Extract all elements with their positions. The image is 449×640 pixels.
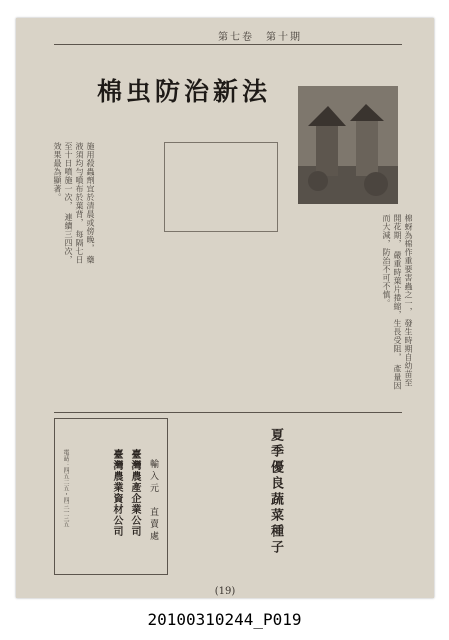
article-title: 棉虫防治新法 bbox=[96, 77, 271, 106]
image-caption: 20100310244_P019 bbox=[147, 610, 302, 629]
article-body-right bbox=[368, 214, 414, 394]
ad-company-1: 臺灣農產企業公司 bbox=[129, 449, 140, 537]
text-line: 施用殺蟲劑宜於清晨或傍晚， bbox=[86, 142, 95, 253]
header-divider bbox=[54, 44, 402, 45]
seed-ad-title: 夏季優良蔬菜種子 bbox=[268, 428, 283, 556]
page-header: 第七卷 第十期 bbox=[218, 32, 302, 43]
text-line: 每隔七日至十日噴施一次， bbox=[64, 142, 84, 265]
ad-notice: 輸入元 直賣處 bbox=[148, 459, 158, 543]
magazine-page bbox=[16, 18, 434, 598]
page-number: (19) bbox=[214, 586, 236, 597]
text-line: 嚴重時葉片捲縮，生長受阻， bbox=[393, 251, 402, 362]
ad-company-2: 臺灣農業資材公司 bbox=[111, 449, 122, 537]
advertisement-box bbox=[54, 418, 168, 575]
summary-box bbox=[164, 142, 278, 232]
text-line: 連續三四次，效果最為顯著。 bbox=[53, 142, 73, 265]
text-line: 產量因而大減，防治不可不慎。 bbox=[382, 214, 402, 391]
article-photo bbox=[298, 86, 398, 204]
text-line: 藥液須均勻噴布於葉背， bbox=[75, 142, 95, 265]
seed-list-block bbox=[200, 428, 260, 528]
text-line: 棉蚜為棉作重要害蟲之一， bbox=[404, 214, 413, 316]
section-divider bbox=[54, 412, 402, 413]
ad-phone: 電話：四五二五・四三一三五 bbox=[62, 449, 69, 527]
article-body-left bbox=[53, 142, 96, 272]
text-line: 發生時期自幼苗至開花期， bbox=[393, 214, 413, 388]
